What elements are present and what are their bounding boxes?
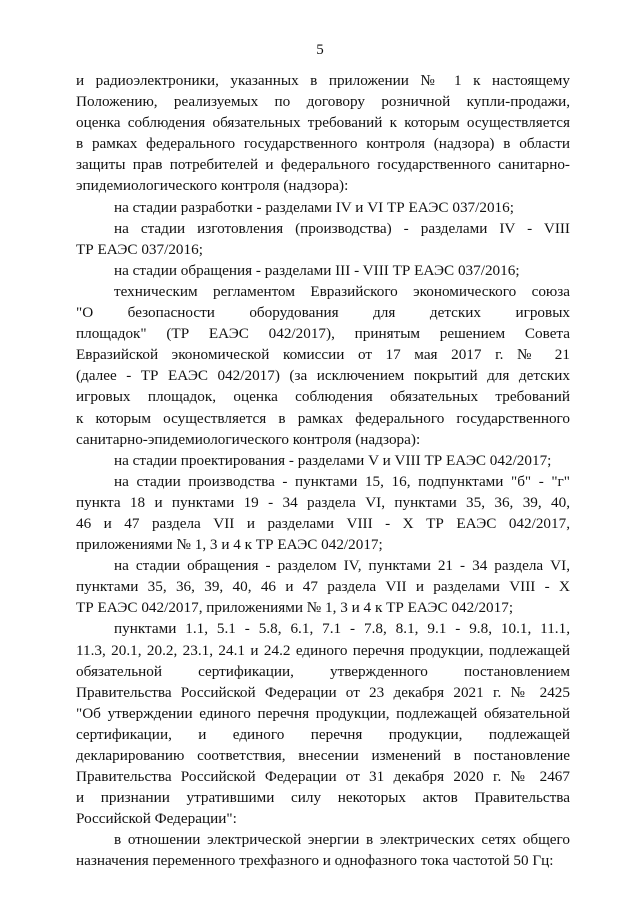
text-line: техническим регламентом Евразийского экономического союза — [114, 282, 570, 300]
text-line: пунктами 1.1, 5.1 - 5.8, 6.1, 7.1 - 7.8, 8.1, 9.1 - 9.8, 10.1, 11.1, — [114, 620, 570, 638]
text-line: на стадии разработки - разделами IV и VI ТР ЕАЭС 037/2016; — [114, 198, 514, 216]
paragraph — [76, 555, 570, 618]
text-line: ТР ЕАЭС 042/2017, приложениями № 1, 3 и 4 к ТР ЕАЭС 042/2017; — [76, 599, 514, 617]
text-line: приложениями № 1, 3 и 4 к ТР ЕАЭС 042/2017; — [76, 536, 383, 554]
text-line: Евразийской экономической комиссии от 17 мая 2017 г. № 21 — [76, 346, 570, 364]
text-line: 46 и 47 раздела VII и разделами VIII - X ТР ЕАЭС 042/2017, — [76, 514, 570, 532]
text-line: и радиоэлектроники, указанных в приложении № 1 к настоящему — [76, 72, 570, 89]
paragraph — [76, 260, 570, 281]
paragraph — [76, 70, 570, 197]
paragraph — [76, 471, 570, 555]
text-line: пунктами 35, 36, 39, 40, 46 и 47 раздела VII и разделами VIII - X — [76, 578, 570, 596]
text-line: на стадии проектирования - разделами V и VIII ТР ЕАЭС 042/2017; — [114, 451, 552, 469]
text-line: на стадии обращения - разделами III - VIII ТР ЕАЭС 037/2016; — [114, 261, 520, 279]
text-line: на стадии обращения - разделом IV, пунктами 21 - 34 раздела VI, — [114, 557, 570, 575]
text-line: Российской Федерации": — [76, 810, 237, 828]
text-line: Правительства Российской Федерации от 31 декабря 2020 г. № 2467 — [76, 768, 570, 786]
paragraph — [76, 218, 570, 260]
text-line: декларированию соответствия, внесении изменений в постановление — [76, 747, 570, 764]
text-line: защиты прав потребителей и федерального государственного санитарно- — [76, 156, 570, 174]
text-line: обязательной сертификации, утвержденного постановлением — [76, 662, 570, 680]
text-line: Правительства Российской Федерации от 23 декабря 2021 г. № 2425 — [76, 683, 570, 701]
paragraph — [76, 197, 570, 218]
text-line: игровых площадок, оценка соблюдения обязательных требований — [76, 388, 570, 406]
text-line: 11.3, 20.1, 20.2, 23.1, 24.1 и 24.2 единого перечня продукции, подлежащей — [76, 641, 570, 659]
text-line: и признании утратившими силу некоторых актов Правительства — [76, 789, 570, 807]
text-line: на стадии производства - пунктами 15, 16, подпунктами "б" - "г" — [114, 472, 570, 490]
text-line: (далее - ТР ЕАЭС 042/2017) (за исключением покрытий для детских — [76, 367, 570, 385]
paragraph — [76, 618, 570, 829]
text-line: санитарно-эпидемиологического контроля (надзора): — [76, 430, 421, 448]
text-line: Положению, реализуемых по договору розничной купли-продажи, — [76, 93, 570, 111]
text-line: в рамках федерального государственного контроля (надзора) в области — [76, 135, 570, 153]
text-line: ТР ЕАЭС 037/2016; — [76, 240, 203, 258]
page-number: 5 — [316, 42, 324, 58]
text-line: эпидемиологического контроля (надзора): — [76, 177, 349, 195]
text-line: к которым осуществляется в рамках федерального государственного — [76, 409, 570, 427]
text-line: на стадии изготовления (производства) - разделами IV - VIII — [114, 219, 570, 237]
paragraph — [76, 829, 570, 871]
paragraph — [76, 450, 570, 471]
text-line: оценка соблюдения обязательных требований к которым осуществляется — [76, 114, 570, 132]
text-line: назначения переменного трехфазного и однофазного тока частотой 50 Гц: — [76, 852, 554, 870]
paragraph — [76, 281, 570, 450]
text-line: пункта 18 и пунктами 19 - 34 раздела VI, пунктами 35, 36, 39, 40, — [76, 493, 570, 511]
text-line: сертификации, и единого перечня продукции, подлежащей — [76, 725, 570, 743]
document-body — [76, 70, 570, 872]
text-line: площадок" (ТР ЕАЭС 042/2017), принятым решением Совета — [76, 325, 570, 343]
text-line: в отношении электрической энергии в электрических сетях общего — [114, 831, 570, 849]
text-line: "Об утверждении единого перечня продукции, подлежащей обязательной — [76, 704, 570, 722]
text-line: "О безопасности оборудования для детских игровых — [76, 304, 570, 322]
